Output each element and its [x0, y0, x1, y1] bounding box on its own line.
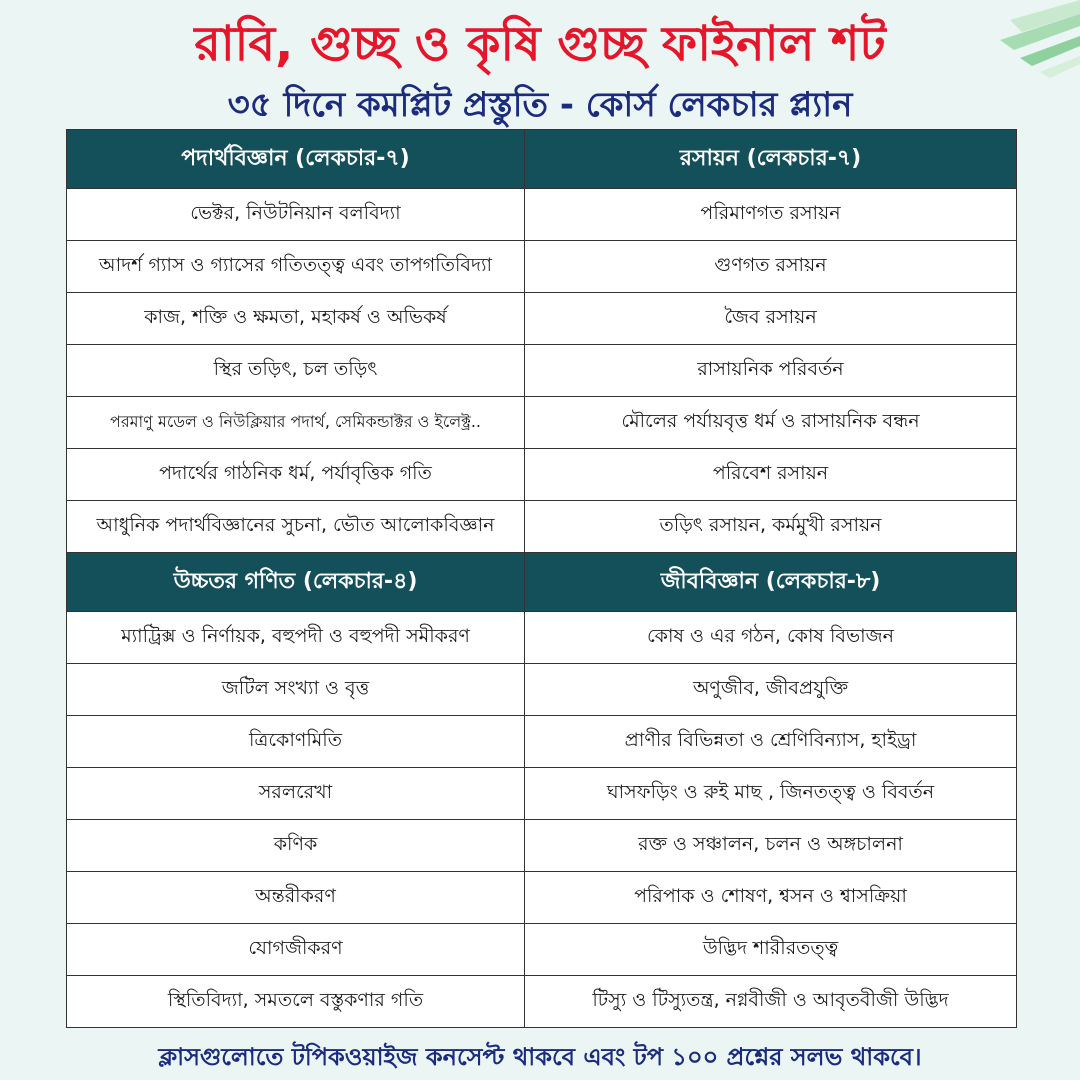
table-row — [67, 664, 1017, 716]
table-row — [67, 924, 1017, 976]
biology-topic: রক্ত ও সঞ্চালন, চলন ও অঙ্গচালনা — [525, 820, 1017, 872]
table-row — [67, 820, 1017, 872]
chemistry-topic: জৈব রসায়ন — [525, 293, 1017, 345]
physics-topic: পরমাণু মডেল ও নিউক্লিয়ার পদার্থ, সেমিকন্ডাক্টর ও ইলেক্ট্র.. — [67, 397, 525, 449]
chemistry-topic: মৌলের পর্যায়বৃত্ত ধর্ম ও রাসায়নিক বন্ধন — [525, 397, 1017, 449]
biology-topic: উদ্ভিদ শারীরতত্ত্ব — [525, 924, 1017, 976]
physics-topic: কাজ, শক্তি ও ক্ষমতা, মহাকর্ষ ও অভিকর্ষ — [67, 293, 525, 345]
biology-topic: কোষ ও এর গঠন, কোষ বিভাজন — [525, 612, 1017, 664]
table-header-row — [67, 553, 1017, 612]
math-topic: ম্যাট্রিক্স ও নির্ণায়ক, বহুপদী ও বহুপদী সমীকরণ — [67, 612, 525, 664]
lecture-plan-table — [66, 129, 1017, 1028]
table-row — [67, 397, 1017, 449]
physics-topic: আধুনিক পদার্থবিজ্ঞানের সুচনা, ভৌত আলোকবিজ্ঞান — [67, 501, 525, 553]
biology-topic: ঘাসফড়িং ও রুই মাছ , জিনতত্ত্ব ও বিবর্তন — [525, 768, 1017, 820]
table-row — [67, 976, 1017, 1028]
section-header-physics: পদার্থবিজ্ঞান (লেকচার-৭) — [67, 130, 525, 189]
math-topic: স্থিতিবিদ্যা, সমতলে বস্তুকণার গতি — [67, 976, 525, 1028]
table-row — [67, 501, 1017, 553]
section-header-chemistry: রসায়ন (লেকচার-৭) — [525, 130, 1017, 189]
page-title: রাবি, গুচ্ছ ও কৃষি গুচ্ছ ফাইনাল শট — [194, 16, 886, 72]
footer-note: ক্লাসগুলোতে টপিকওয়াইজ কনসেপ্ট থাকবে এবং টপ ১০০ প্রশ্নের সলভ থাকবে। — [158, 1043, 922, 1071]
table-row — [67, 293, 1017, 345]
table-row — [67, 189, 1017, 241]
section-header-biology: জীববিজ্ঞান (লেকচার-৮) — [525, 553, 1017, 612]
chemistry-topic: তড়িৎ রসায়ন, কর্মমুখী রসায়ন — [525, 501, 1017, 553]
table-row — [67, 241, 1017, 293]
table-row — [67, 449, 1017, 501]
page-subtitle: ৩৫ দিনে কমপ্লিট প্রস্তুতি - কোর্স লেকচার প্ল্যান — [227, 85, 853, 125]
table-row — [67, 345, 1017, 397]
section-header-higher-math: উচ্চতর গণিত (লেকচার-৪) — [67, 553, 525, 612]
physics-topic: আদর্শ গ্যাস ও গ্যাসের গতিতত্ত্ব এবং তাপগতিবিদ্যা — [67, 241, 525, 293]
physics-topic: পদার্থের গাঠনিক ধর্ম, পর্যাবৃত্তিক গতি — [67, 449, 525, 501]
chemistry-topic: পরিবেশ রসায়ন — [525, 449, 1017, 501]
table-header-row — [67, 130, 1017, 189]
biology-topic: অণুজীব, জীবপ্রযুক্তি — [525, 664, 1017, 716]
math-topic: অন্তরীকরণ — [67, 872, 525, 924]
table-row — [67, 612, 1017, 664]
chemistry-topic: রাসায়নিক পরিবর্তন — [525, 345, 1017, 397]
table-row — [67, 716, 1017, 768]
physics-topic: ভেক্টর, নিউটনিয়ান বলবিদ্যা — [67, 189, 525, 241]
table-row — [67, 872, 1017, 924]
chemistry-topic: পরিমাণগত রসায়ন — [525, 189, 1017, 241]
math-topic: কণিক — [67, 820, 525, 872]
math-topic: সরলরেখা — [67, 768, 525, 820]
physics-topic: স্থির তড়িৎ, চল তড়িৎ — [67, 345, 525, 397]
biology-topic: পরিপাক ও শোষণ, শ্বসন ও শ্বাসক্রিয়া — [525, 872, 1017, 924]
math-topic: জটিল সংখ্যা ও বৃত্ত — [67, 664, 525, 716]
math-topic: যোগজীকরণ — [67, 924, 525, 976]
math-topic: ত্রিকোণমিতি — [67, 716, 525, 768]
biology-topic: টিস্যু ও টিস্যুতন্ত্র, নগ্নবীজী ও আবৃতবীজী উদ্ভিদ — [525, 976, 1017, 1028]
biology-topic: প্রাণীর বিভিন্নতা ও শ্রেণিবিন্যাস, হাইড্রা — [525, 716, 1017, 768]
chemistry-topic: গুণগত রসায়ন — [525, 241, 1017, 293]
table-row — [67, 768, 1017, 820]
